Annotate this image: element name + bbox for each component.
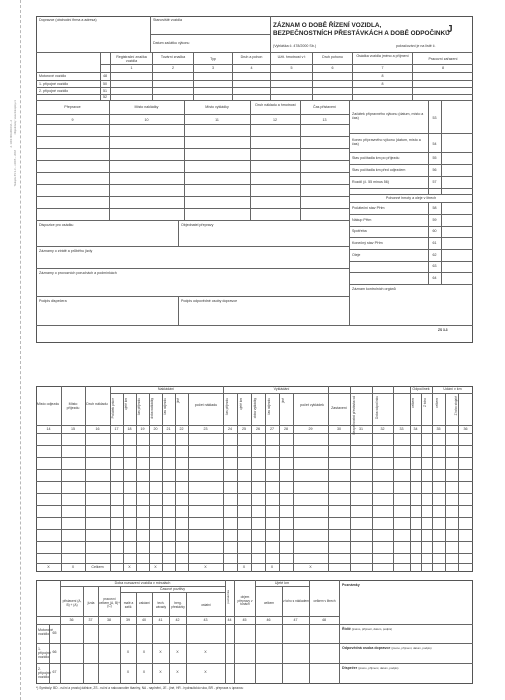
right-col-km-standing: Z toho stojaté — [454, 396, 458, 416]
total-label: Celkem — [91, 565, 104, 569]
col-num-26: 26 — [256, 427, 260, 431]
sum-num-37: 37 — [88, 618, 93, 622]
vt-header-brand: Tovární značka — [160, 55, 186, 59]
rt-num-11: 11 — [215, 118, 219, 122]
vt-num-7: 7 — [381, 66, 384, 70]
sum-x-67-3: X — [159, 670, 162, 674]
total-x-1: X — [47, 565, 50, 569]
col-place-from: Místo odjezdu — [36, 402, 60, 406]
vt-num-1: 1 — [130, 66, 133, 70]
sum-num-36: 36 — [69, 618, 74, 622]
note-dispatcher-sign: Podpis dispečera — [39, 299, 67, 303]
sign-dispatcher-label: Dispečer — [342, 666, 358, 670]
col-num-15: 15 — [71, 427, 75, 431]
vt-num-8: 8 — [442, 66, 444, 70]
sum-num-47: 47 — [293, 618, 298, 622]
rp-prep-end: Konec přípravného výkonu (datum, místo a čas) — [352, 138, 421, 147]
operator-label: Dopravce (obchodní firma a adresa) — [39, 18, 97, 22]
rt-header-unload-place: Místo vykládky — [205, 105, 229, 109]
col-num-18: 18 — [127, 427, 132, 431]
sign-dispatcher-hint: (jméno, příjmení, datum, podpis) — [358, 666, 399, 670]
rp-km-departure: Stav počítadla km před odjezdem — [352, 168, 406, 172]
rp-prep-start: Začátek přípravného výkonu (datum, místo a čas) — [352, 112, 424, 121]
col-num-29: 29 — [308, 427, 313, 431]
vt-row-nr-50: 50 — [103, 82, 107, 86]
vt-header-drive: Druh pohonu — [322, 55, 343, 59]
form-title-line1: ZÁZNAM O DOBĚ ŘÍZENÍ VOZIDLA, — [273, 22, 382, 29]
sum-x-67-1: X — [126, 670, 130, 674]
rp-km-arrival: Stav počítadla km po příjezdu — [352, 156, 400, 160]
sum-col-tech: tech. závady — [155, 601, 167, 609]
start-date-label: Datum začátku výkonu — [153, 41, 190, 45]
sum-x-66-3: X — [159, 650, 162, 654]
col-num-22: 22 — [179, 427, 184, 431]
note-customer: Objednatel přepravy — [181, 223, 214, 227]
side-text-1: d. 1303 MRAZKOVA - d — [10, 120, 13, 148]
rp-nr-63: 63 — [432, 264, 437, 268]
sum-col-km-total: celkem — [263, 601, 275, 605]
unload-col-other: jiné — [281, 398, 285, 403]
rp-nr-56: 56 — [432, 168, 437, 172]
rp-nr-57: 57 — [432, 180, 437, 184]
col-num-20: 20 — [153, 427, 158, 431]
sum-row-trailer2: 2. přípojné vozidlo — [38, 667, 51, 680]
sum-x-67-5: X — [204, 670, 207, 674]
vt-num-5: 5 — [290, 66, 293, 70]
sum-x-67-2: X — [142, 670, 146, 674]
total-x-3: X — [128, 565, 131, 569]
sign-responsible — [342, 646, 432, 650]
vt-num-4: 4 — [250, 66, 253, 70]
rp-nr-55: 55 — [432, 156, 437, 160]
vt-header-role: Pracovní zařazení — [428, 57, 458, 61]
unload-col-departure: čas odjezdu — [267, 398, 271, 416]
unload-col-arrival: čas příjezdu — [225, 398, 229, 416]
rp-nr-61: 61 — [432, 241, 437, 245]
load-col-start: Počátek práce — [111, 398, 115, 419]
col-num-32: 32 — [380, 427, 385, 431]
rt-num-13: 13 — [322, 118, 327, 122]
sign-driver-label: Řidič — [342, 627, 351, 631]
rt-header-load-place: Místo nakládky — [134, 105, 159, 109]
vt-header-weight: Užit. hmotnost v t — [277, 55, 306, 59]
vt-num-2: 2 — [172, 66, 174, 70]
law-reference: (Vyhláška č. 478/2000 Sb.) — [273, 44, 317, 48]
col-num-23: 23 — [203, 427, 208, 431]
sum-col-breaks: berg. přestávky — [171, 601, 185, 609]
note-trip-record: Záznamy o ztrátě a průběhu jízdy — [39, 249, 93, 253]
sum-num-43: 43 — [203, 618, 208, 622]
vehicle-stand-label: Stanoviště vozidla — [153, 18, 182, 22]
col-num-31: 31 — [359, 427, 363, 431]
footnote: *) Symboly: BD - ruční a prostoj dálnice, ZS - ruční a nakousnutím tkaniny, NA - naplnění, JE - jiné, HR - hydraulická ruka, BR - přeprava s úpravou — [36, 686, 244, 690]
sum-x-66-1: X — [126, 650, 130, 654]
rp-nr-58: 58 — [432, 206, 437, 210]
load-col-departure: čas odjezdu — [163, 398, 167, 416]
side-text-2: Tiskopis ZS 3-3 – v2005 – 2018 — [14, 150, 17, 187]
sum-num-46: 46 — [266, 618, 271, 622]
vt-row-motor: Motorové vozidlo — [39, 74, 67, 78]
rp-nr-62: 62 — [432, 253, 437, 257]
vt-crew-2: 8 — [381, 82, 384, 86]
right-col-rest: Doba odpočinku — [375, 396, 379, 420]
rp-fuel-start: Počáteční stav PHm — [352, 206, 385, 210]
rt-num-12: 12 — [273, 118, 277, 122]
rp-fuel-header: Pohonné hmoty a oleje v litrech — [385, 196, 437, 200]
sum-x-66-5: X — [204, 650, 207, 654]
form-mark: J — [447, 24, 453, 35]
vt-header-reg: Registrační značka vozidla — [116, 55, 147, 64]
unload-col-count: počet vykládek — [300, 403, 324, 407]
rp-nr-60: 60 — [432, 229, 437, 233]
sum-x-67-4: X — [176, 670, 179, 674]
group-unloading: Vykládání — [273, 387, 290, 391]
side-text-3: Objednávky: www.tiskopisy.cz — [14, 100, 17, 135]
sum-num-48: 48 — [322, 618, 326, 622]
rp-nr-53: 53 — [432, 116, 437, 120]
col-num-33: 33 — [399, 427, 404, 431]
col-num-28: 28 — [284, 427, 288, 431]
rp-fuel-buy: Nákup PHm — [352, 218, 372, 222]
sum-col-other: ostatní — [201, 603, 211, 607]
rp-km-diff: Rozdíl (č. 55 minus 56) — [352, 180, 389, 184]
vt-header-kind: Druh a pohon — [240, 55, 263, 59]
summary-head-km: Ujeté km — [274, 581, 290, 585]
vt-crew-1: 8 — [381, 74, 384, 78]
sum-row-trailer1: 1. přípojné vozidlo — [38, 647, 51, 660]
rp-nr-59: 59 — [432, 218, 437, 222]
summary-head-main: Doba rozsazení vozidla v minutách — [114, 581, 171, 585]
total-x-8: X — [309, 565, 312, 569]
vt-row-trailer1: 1. přípojné vozidlo — [39, 82, 69, 86]
vt-row-nr-48: 48 — [103, 74, 107, 78]
rp-fuel-end: Konečný stav PHm — [352, 241, 383, 245]
col-num-25: 25 — [242, 427, 246, 431]
sum-col-km-loaded: z toho s nákladem — [283, 599, 309, 603]
right-col-break: Bezpečnostní přestávka od — [352, 396, 356, 435]
sum-col-liters: celkem v litrech — [313, 599, 336, 603]
right-col-km-total: celkem — [435, 398, 439, 409]
sum-num-40: 40 — [142, 618, 146, 622]
sum-row-nr-65: 65 — [52, 631, 57, 635]
sum-row-nr-66: 66 — [52, 650, 57, 654]
sign-responsible-hint: (jméno, příjmení, datum, podpis) — [391, 646, 432, 650]
rt-header-carrier: Přepravce — [64, 105, 81, 109]
vt-num-6: 6 — [331, 66, 334, 70]
col-num-24: 24 — [228, 427, 232, 431]
vt-num-3: 3 — [212, 66, 214, 70]
rp-nr-64: 64 — [432, 276, 437, 280]
sum-x-66-4: X — [176, 650, 179, 654]
right-col-stop: Zastavení — [331, 406, 347, 410]
total-x-2: X — [71, 565, 75, 569]
col-num-35: 35 — [436, 427, 441, 431]
right-col-total: celkem — [411, 398, 415, 409]
summary-head-time: Časové pozitivy — [159, 587, 186, 591]
group-loading: Nakládání — [157, 387, 175, 391]
col-num-14: 14 — [46, 427, 51, 431]
total-x-4: X — [154, 565, 157, 569]
total-x-6: X — [242, 565, 246, 569]
summary-notes-title: Poznámky — [342, 583, 360, 587]
col-num-30: 30 — [337, 427, 341, 431]
sum-row-nr-67: 67 — [52, 670, 57, 674]
sign-driver — [342, 627, 392, 631]
col-num-34: 34 — [413, 427, 418, 431]
unload-col-duration: doba vykládky — [253, 398, 257, 419]
note-crew-dispo: Dispozice pro osádku — [39, 223, 74, 227]
continued-label: pokračování je na listě č. — [396, 44, 436, 48]
col-num-27: 27 — [270, 427, 274, 431]
col-place-to: Místo příjezdu — [66, 402, 80, 411]
group-rest: Odpočinek — [412, 387, 430, 391]
load-col-km: ujeté km — [124, 398, 128, 411]
rt-num-9: 9 — [71, 118, 74, 122]
vt-header-crew: Osádka vozidla jméno a příjmení — [356, 54, 409, 58]
sum-col-small: malé a zatíž. — [123, 601, 134, 609]
col-num-17: 17 — [114, 427, 119, 431]
col-num-19: 19 — [140, 427, 145, 431]
form-title-line2: BEZPEČNOSTNÍCH PŘESTÁVKÁCH A DOBĚ ODPOČINKU — [273, 30, 450, 37]
sum-num-42: 42 — [175, 618, 180, 622]
rt-header-cargo: Druh nákladu a hmotnost — [255, 103, 296, 107]
perforation-line — [20, 0, 21, 700]
rp-oils: Oleje — [352, 253, 361, 257]
col-cargo-kind: Druh nákladu — [86, 402, 108, 406]
sign-responsible-label: Odpovědná osoba dopravce — [342, 646, 391, 650]
load-col-arrival: čas příjezdu — [137, 398, 141, 416]
total-x-5: X — [204, 565, 207, 569]
vt-row-nr-52: 52 — [103, 95, 107, 99]
rt-header-time: Čas přistavení — [313, 105, 336, 109]
sum-col-work: pracovní celkem (A, B)+(C) — [99, 597, 120, 609]
sum-col-drive: jízda — [87, 601, 95, 605]
note-faults: Záznamy o provozních poruchách a podmínkách — [39, 271, 117, 275]
vt-header-type: Typ — [210, 57, 216, 61]
col-num-16: 16 — [95, 427, 100, 431]
sum-num-41: 41 — [158, 618, 163, 622]
sum-num-45: 45 — [242, 618, 247, 622]
sum-col-note: poznámka — [226, 590, 230, 604]
group-km: Udání v km — [443, 387, 462, 391]
note-responsible-sign: Podpis odpovědné osoby dopravce — [181, 299, 238, 303]
sum-num-38: 38 — [107, 618, 111, 622]
load-col-count: počet nákladu — [194, 403, 218, 407]
rp-nr-54: 54 — [432, 142, 437, 146]
col-num-36: 36 — [463, 427, 468, 431]
load-col-other: jiné — [176, 398, 180, 403]
sum-x-66-2: X — [142, 650, 146, 654]
sum-col-volume: objem přepravy v tunách — [237, 595, 253, 607]
total-x-7: X — [270, 565, 274, 569]
col-num-21: 21 — [166, 427, 171, 431]
vt-row-trailer2: 2. přípojné vozidlo — [39, 89, 69, 93]
sum-row-motor: Motorové vozidlo — [38, 628, 53, 637]
load-col-duration: doba nakládky — [150, 398, 154, 419]
rp-control-record: Záznam kontrolních orgánů — [352, 287, 396, 291]
sum-num-39: 39 — [126, 618, 130, 622]
sum-col-prep: přistavení (A, B) + (A) — [62, 599, 82, 607]
sum-num-44: 44 — [227, 618, 232, 622]
unload-col-km: ujeté km — [239, 398, 243, 411]
rp-fuel-consumption: Spotřeba — [352, 229, 367, 233]
rt-num-10: 10 — [144, 118, 149, 122]
sum-col-order: zakázní — [139, 601, 150, 605]
right-col-of-which: Z toho — [423, 398, 427, 408]
form-code: ZS 3-3 — [438, 328, 448, 332]
sign-dispatcher — [342, 666, 398, 670]
vt-row-nr-51: 51 — [103, 89, 107, 93]
sign-driver-hint: (jméno, příjmení, datum, podpis) — [351, 627, 393, 631]
